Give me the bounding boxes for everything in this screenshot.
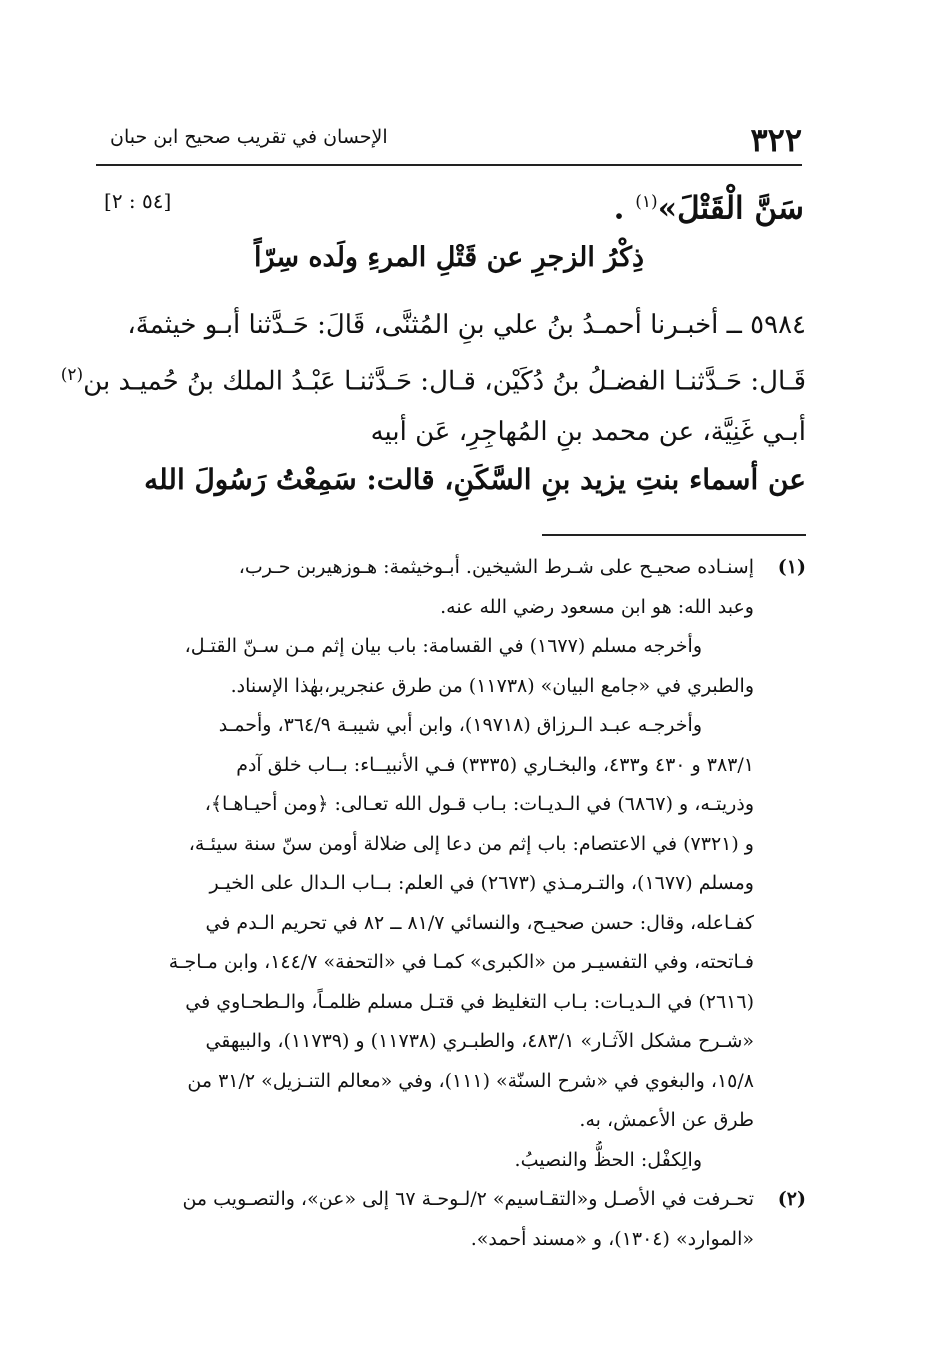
footnote-line: ٣٨٣/١ و ٤٣٠ و٤٣٣، والبخـاري (٣٣٣٥) فـي الأنبيــاء: بــاب خلق آدم <box>236 753 754 776</box>
footnote-1 <box>101 548 806 1180</box>
footnote-line: وعبد الله: هو ابن مسعود رضي الله عنه. <box>440 595 754 618</box>
footnote-line: وأخرجه مسلم (١٦٧٧) في القسامة: باب بيان إثم مـن سـنّ القتـل، <box>184 635 702 657</box>
footnote-line: والطبري في «جامع البيان» (١١٧٣٨) من طرق عنجرير،بهٰذا الإسناد. <box>230 674 754 697</box>
footnote-line: ١٥/٨، والبغوي في «شرح السنّة» (١١١)، وفي «معالم التنـزيل» ٣١/٢ من <box>187 1069 754 1092</box>
footnote-line: «الموارد» (١٣٠٤)، و «مسند أحمد». <box>470 1227 754 1250</box>
footnote-line: تحـرفت في الأصـل و«التقـاسيم» ٢/لـوحـة ٦٧ إلى «عن»، والتصـويب من <box>182 1188 754 1210</box>
footnote-line: و (٧٣٢١) في الاعتصام: باب إثم من دعا إلى ضلالة أومن سنّ سنة سيئـة، <box>188 832 754 855</box>
footnote-line: فـاتحته، وفي التفسيـر من «الكبرى» كمـا في «التحفة» ١٤٤/٧، وابن مـاجـة <box>168 951 754 973</box>
hadith-isnad <box>60 300 806 457</box>
footnote-marker: (١) <box>777 556 806 578</box>
footnote-line: وأخرجـه عبـد الـرزاق (١٩٧١٨)، وابن أبي شيبـة ٣٦٤/٩، وأحمـد <box>218 714 702 736</box>
isnad-line-3: أبـي غَنِيَّة، عن محمد بنِ المُهاجِرِ، عَن أبيه <box>370 416 806 447</box>
footnote-line: والِكفْل: الحظُّ والنصيبُ. <box>514 1148 702 1171</box>
footnote-line: إسنـاده صحيـح على شـرط الشيخين. أبـوخيثمة: هـوزهيربن حـرب، <box>238 556 754 578</box>
footnote-separator <box>542 534 806 536</box>
footnote-line: وذريتـه، و (٦٨٦٧) في الـديـات: بـاب قـول الله تعـالى: ﴿ومن أحيـاهـا﴾، <box>204 793 754 815</box>
running-head <box>96 118 802 158</box>
footnote-marker: (٢) <box>777 1188 806 1210</box>
footnote-line: ومسلم (١٦٧٧)، والتـرمـذي (٢٦٧٣) في العلم: بــاب الـدال على الخيـر <box>209 872 754 894</box>
page-number: ٣٢٢ <box>750 121 802 159</box>
volume-reference: [٥٤ : ٢] <box>104 189 172 213</box>
footnote-line: طرق عن الأعمش، به. <box>579 1109 754 1131</box>
footnote-ref-1: (١) <box>635 192 658 212</box>
book-title: الإحسان في تقريب صحيح ابن حبان <box>110 126 388 148</box>
header-rule <box>96 164 802 166</box>
isnad-line-2 <box>60 350 806 407</box>
isnad-line-1: ٥٩٨٤ ــ أخبـرنا أحمـدُ بنُ علي بنِ المُثنَّى، قَالَ: حَـدَّثنا أبـو خيثمةَ، <box>127 310 806 340</box>
isnad-line-2-text: قَـال: حَـدَّثنـا الفضـلُ بنُ دُكَيْن، قـال: حَـدَّثنـا عَبْـدُ الملك بنُ حُميـد بن <box>83 366 806 397</box>
footnote-line: «شـرح مشكل الآثـار» ٤٨٣/١، والطبـري (١١٧٣٨) و (١١٧٣٩)، والبيهقي <box>205 1030 754 1052</box>
footnote-ref-2: (٢) <box>60 365 84 385</box>
continuation-end: . <box>613 190 636 227</box>
continuation-words: سَنَّ الْقَتْلَ» <box>657 190 804 227</box>
footnote-2 <box>101 1180 806 1259</box>
continuation-text <box>614 180 804 230</box>
chapter-title: ذِكْرُ الزجرِ عن قَتْلِ المرءِ ولَده سِرّاً <box>253 242 645 273</box>
hadith-matn: عن أسماء بنتِ يزيد بنِ السَّكَنِ، قالت: سَمِعْتُ رَسُولَ الله <box>144 463 806 496</box>
footnotes <box>101 548 806 1259</box>
footnote-line: (٢٦١٦) في الـديـات: بـاب التغليظ في قتـل مسلم ظلمـاً، والـطحـاوي في <box>185 990 754 1013</box>
footnote-line: كفـاعله، وقال: حسن صحيـح، والنسائي ٨١/٧ ــ ٨٢ في تحريم الـدم في <box>205 911 754 934</box>
